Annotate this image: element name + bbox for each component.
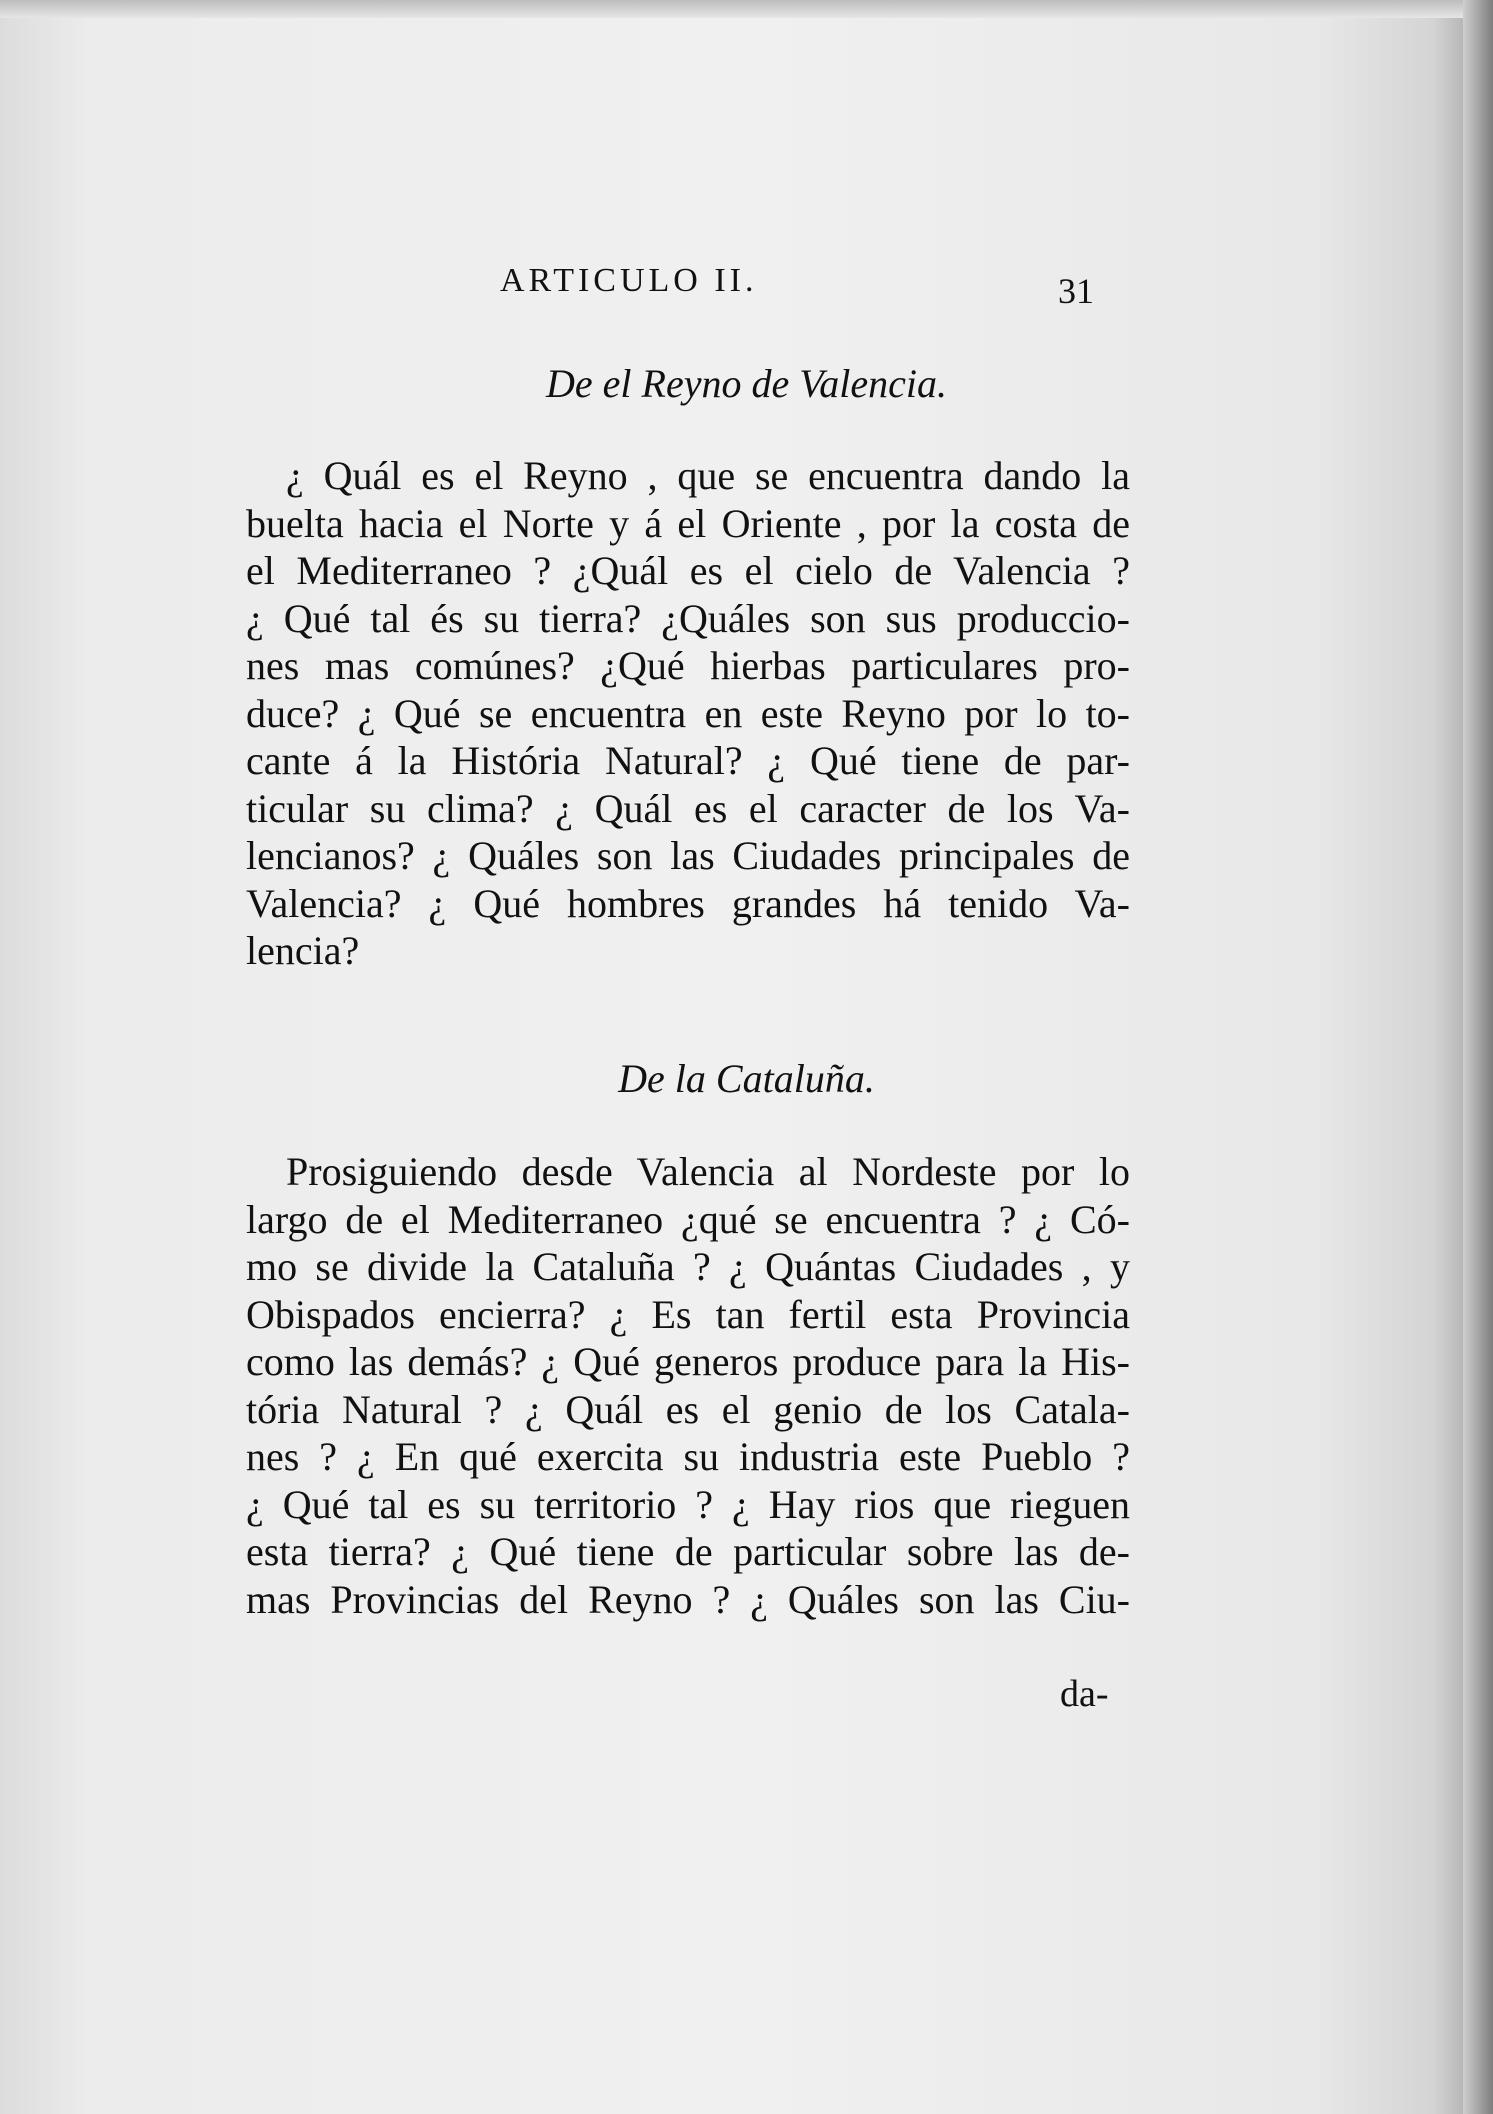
section-heading-valencia: De el Reyno de Valencia. [546, 361, 947, 406]
text-line: ¿ Qué tal és su tierra? ¿Quáles son sus produccio- [246, 595, 1130, 641]
section-heading-cataluna: De la Cataluña. [618, 1056, 875, 1101]
text-line: largo de el Mediterraneo ¿qué se encuentra ? ¿ Có- [246, 1196, 1130, 1242]
page-number: 31 [1058, 271, 1094, 311]
catchword: da- [1060, 1673, 1109, 1715]
page-top-edge [0, 0, 1493, 18]
text-line: Obispados encierra? ¿ Es tan fertil esta Provincia [246, 1291, 1130, 1337]
text-line: esta tierra? ¿ Qué tiene de particular sobre las de- [246, 1529, 1130, 1574]
text-line: ¿ Qué tal es su territorio ? ¿ Hay rios que rieguen [246, 1481, 1130, 1527]
text-line: nes mas comúnes? ¿Qué hierbas particulares pro- [246, 643, 1130, 688]
text-line: el Mediterraneo ? ¿Quál es el cielo de Valencia ? [246, 548, 1130, 593]
text-line: nes ? ¿ En qué exercita su industria este Pueblo ? [246, 1434, 1130, 1479]
text-line: cante á la História Natural? ¿ Qué tiene de par- [246, 738, 1130, 783]
text-line: duce? ¿ Qué se encuentra en este Reyno por lo to- [246, 690, 1130, 736]
text-line: buelta hacia el Norte y á el Oriente , por la costa de [246, 500, 1130, 546]
text-line: Prosiguiendo desde Valencia al Nordeste por lo [286, 1149, 1130, 1194]
text-line: mo se divide la Cataluña ? ¿ Quántas Ciudades , y [246, 1244, 1130, 1289]
text-line: ticular su clima? ¿ Quál es el caracter de los Va- [246, 785, 1130, 831]
text-line: tória Natural ? ¿ Quál es el genio de los Catala- [246, 1386, 1130, 1432]
running-header: ARTICULO II. [500, 262, 758, 299]
text-line: lencianos? ¿ Quáles son las Ciudades principales de [246, 833, 1130, 878]
text-line: ¿ Quál es el Reyno , que se encuentra dando la [286, 453, 1130, 498]
text-line: mas Provincias del Reyno ? ¿ Quáles son las Ciu- [246, 1576, 1130, 1622]
text-line: Valencia? ¿ Qué hombres grandes há tenido Va- [246, 880, 1130, 926]
text-line: lencia? [246, 928, 360, 973]
text-line: como las demás? ¿ Qué generos produce para la His- [246, 1339, 1130, 1384]
